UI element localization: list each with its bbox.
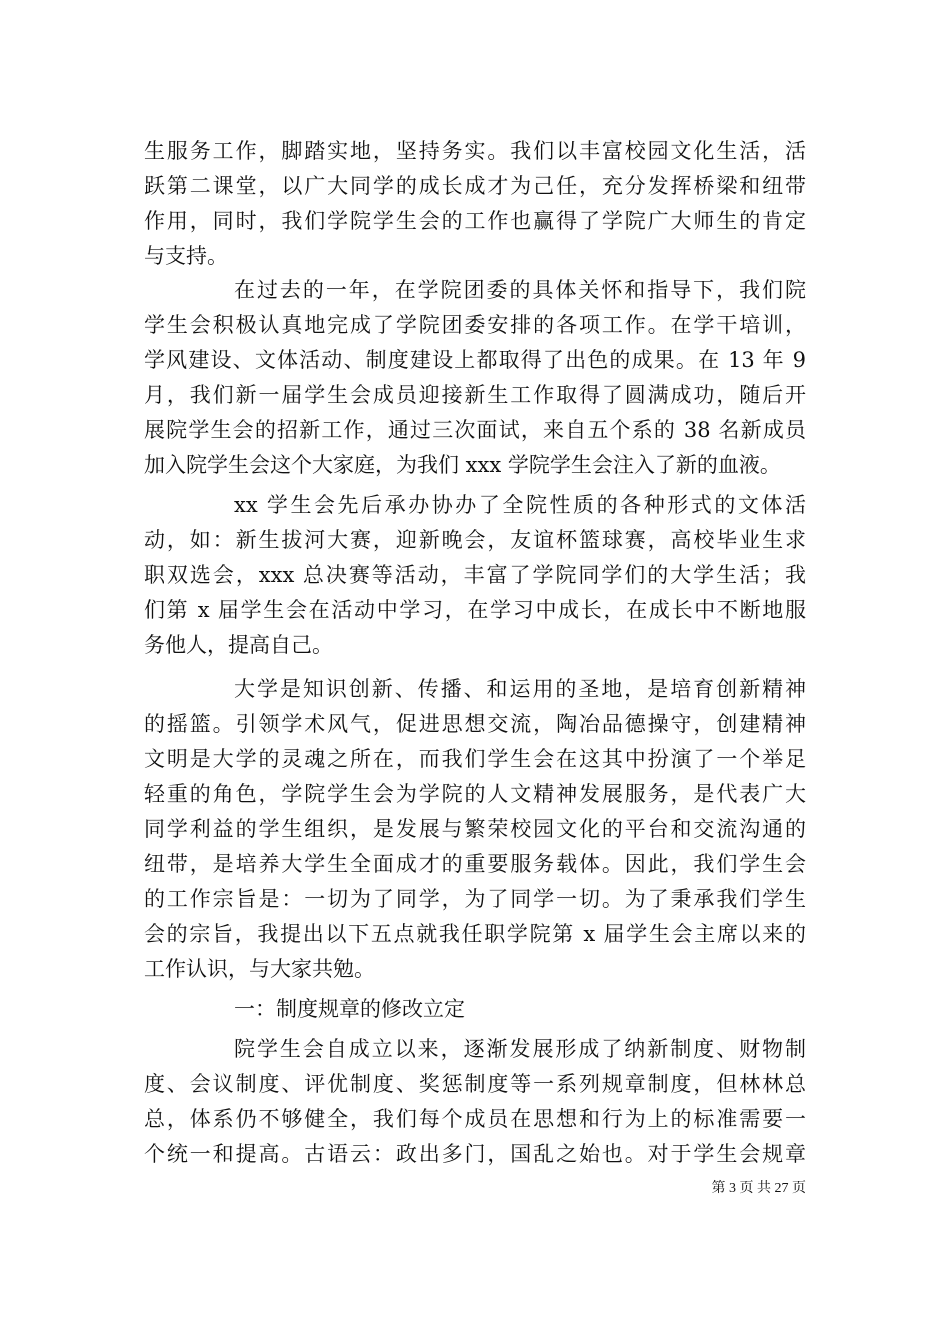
text-line: 纽带，是培养大学生全面成才的重要服务载体。因此，我们学生会 <box>144 852 806 876</box>
text-line: 轻重的角色，学院学生会为学院的人文精神发展服务，是代表广大 <box>144 782 806 806</box>
page-number: 第 3 页 共 27 页 <box>711 1181 806 1196</box>
text-line: 与支持。 <box>144 244 228 268</box>
text-line: 会的宗旨，我提出以下五点就我任职学院第 x 届学生会主席以来的 <box>144 922 806 946</box>
text-line: 院学生会自成立以来，逐渐发展形成了纳新制度、财物制 <box>234 1037 806 1061</box>
text-line: 的工作宗旨是：一切为了同学，为了同学一切。为了秉承我们学生 <box>144 887 806 911</box>
paragraph-5 <box>144 1032 806 1172</box>
text-line: 在过去的一年，在学院团委的具体关怀和指导下，我们院 <box>234 278 806 302</box>
paragraph-1 <box>144 134 806 274</box>
text-line: 学生会积极认真地完成了学院团委安排的各项工作。在学干培训， <box>144 313 806 337</box>
text-line: 加入院学生会这个大家庭，为我们 xxx 学院学生会注入了新的血液。 <box>144 453 781 477</box>
text-line: 跃第二课堂，以广大同学的成长成才为己任，充分发挥桥梁和纽带 <box>144 174 806 198</box>
text-line: xx 学生会先后承办协办了全院性质的各种形式的文体活 <box>234 493 806 517</box>
paragraph-3 <box>144 488 806 663</box>
text-line: 职双选会，xxx 总决赛等活动，丰富了学院同学们的大学生活；我 <box>144 563 806 587</box>
text-line: 工作认识，与大家共勉。 <box>144 957 375 981</box>
text-line: 务他人，提高自己。 <box>144 633 333 657</box>
text-line: 月，我们新一届学生会成员迎接新生工作取得了圆满成功，随后开 <box>144 383 806 407</box>
text-line: 作用，同时，我们学院学生会的工作也赢得了学院广大师生的肯定 <box>144 209 806 233</box>
paragraph-2 <box>144 273 806 483</box>
paragraph-4 <box>144 672 806 987</box>
text-line: 大学是知识创新、传播、和运用的圣地，是培育创新精神 <box>234 677 806 701</box>
text-line: 总，体系仍不够健全，我们每个成员在思想和行为上的标准需要一 <box>144 1107 806 1131</box>
text-line: 展院学生会的招新工作，通过三次面试，来自五个系的 38 名新成员 <box>144 418 806 442</box>
text-line: 的摇篮。引领学术风气，促进思想交流，陶冶品德操守，创建精神 <box>144 712 806 736</box>
text-line: 生服务工作，脚踏实地，坚持务实。我们以丰富校园文化生活，活 <box>144 139 806 163</box>
text-line: 一：制度规章的修改立定 <box>234 997 465 1021</box>
text-line: 们第 x 届学生会在活动中学习，在学习中成长，在成长中不断地服 <box>144 598 806 622</box>
text-line: 同学利益的学生组织，是发展与繁荣校园文化的平台和交流沟通的 <box>144 817 806 841</box>
text-line: 文明是大学的灵魂之所在，而我们学生会在这其中扮演了一个举足 <box>144 747 806 771</box>
section-heading <box>144 992 806 1027</box>
text-line: 个统一和提高。古语云：政出多门，国乱之始也。对于学生会规章 <box>144 1142 806 1166</box>
text-line: 度、会议制度、评优制度、奖惩制度等一系列规章制度，但林林总 <box>144 1072 806 1096</box>
text-line: 学风建设、文体活动、制度建设上都取得了出色的成果。在 13 年 9 <box>144 348 806 372</box>
text-line: 动，如：新生拔河大赛，迎新晚会，友谊杯篮球赛，高校毕业生求 <box>144 528 806 552</box>
